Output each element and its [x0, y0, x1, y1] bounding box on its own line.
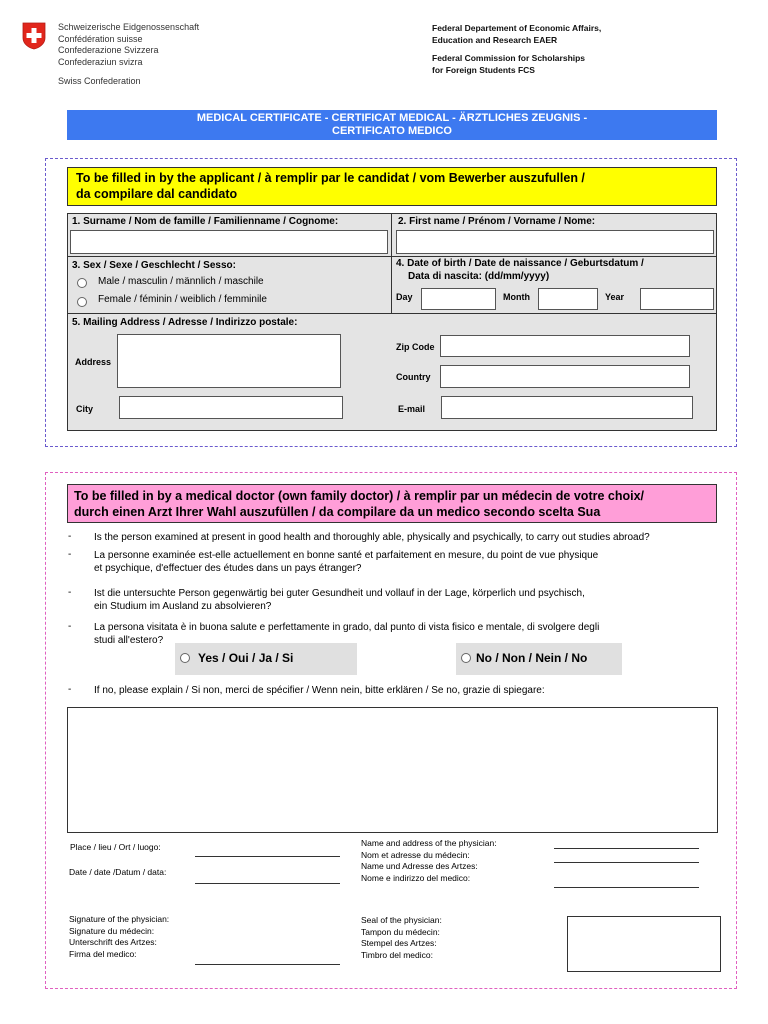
- grid-divider: [67, 256, 717, 257]
- no-radio[interactable]: [461, 653, 471, 663]
- title-line-1: MEDICAL CERTIFICATE - CERTIFICAT MEDICAL - ÄRZTLICHES ZEUGNIS -: [196, 112, 588, 124]
- question-en: Is the person examined at present in good health and thoroughly able, physically and psychically, to carry out studies abroad?: [94, 532, 650, 543]
- physician-name-label-it: Nome e indirizzo del medico:: [361, 872, 471, 883]
- female-label: Female / féminin / weiblich / femminile: [98, 294, 267, 305]
- month-label: Month: [503, 292, 530, 302]
- no-label: No / Non / Nein / No: [476, 651, 588, 665]
- day-label: Day: [396, 292, 413, 302]
- seal-labels: [361, 915, 442, 961]
- city-input[interactable]: [119, 396, 343, 419]
- month-input[interactable]: [538, 288, 598, 310]
- firstname-input[interactable]: [396, 230, 714, 254]
- bullet: -: [68, 587, 72, 598]
- year-label: Year: [605, 292, 625, 302]
- zip-input[interactable]: [440, 335, 690, 357]
- country-input[interactable]: [440, 365, 690, 388]
- day-input[interactable]: [421, 288, 496, 310]
- conf-name-fr: Confédération suisse: [58, 33, 143, 44]
- bullet: -: [68, 531, 72, 542]
- dob-label-line-1: 4. Date of birth / Date de naissance / Geburtsdatum /: [396, 258, 644, 269]
- title-line-2: CERTIFICATO MEDICO: [332, 125, 452, 137]
- seal-label-fr: Tampon du médecin:: [361, 926, 440, 937]
- date-input[interactable]: [195, 883, 340, 884]
- certificate-title-banner: [67, 110, 717, 140]
- male-label: Male / masculin / männlich / maschile: [98, 276, 264, 287]
- doctor-heading-line-2: durch einen Arzt Ihrer Wahl auszufüllen / da compilare da un medico secondo scelta Sua: [74, 505, 601, 519]
- no-option[interactable]: [456, 643, 622, 675]
- address-input[interactable]: [117, 334, 341, 388]
- place-input[interactable]: [195, 856, 340, 857]
- signature-label-fr: Signature du médecin:: [69, 925, 155, 936]
- seal-label-en: Seal of the physician:: [361, 915, 442, 925]
- surname-input[interactable]: [70, 230, 388, 254]
- country-label: Country: [396, 372, 431, 382]
- department-line-2: Education and Research EAER: [432, 35, 558, 45]
- city-label: City: [76, 404, 94, 414]
- sex-label: 3. Sex / Sexe / Geschlecht / Sesso:: [72, 260, 236, 271]
- address-heading: 5. Mailing Address / Adresse / Indirizzo postale:: [72, 317, 298, 328]
- physician-name-label-de: Name und Adresse des Artzes:: [361, 861, 478, 871]
- yes-radio[interactable]: [180, 653, 190, 663]
- question-fr-line-1: La personne examinée est-elle actuellement en bonne santé et parfaitement en mesure, du point de vue physique: [94, 550, 599, 561]
- bullet: -: [68, 549, 72, 560]
- physician-name-label-en: Name and address of the physician:: [361, 838, 497, 848]
- conf-name-de: Schweizerische Eidgenossenschaft: [58, 22, 200, 32]
- physician-address-input-1[interactable]: [554, 862, 699, 863]
- signature-label-en: Signature of the physician:: [69, 914, 170, 924]
- bullet: -: [68, 621, 72, 632]
- bullet: -: [68, 684, 72, 695]
- question-de-line-1: Ist die untersuchte Person gegenwärtig bei guter Gesundheit und vollauf in der Lage, körperlich und psychisch,: [94, 588, 585, 599]
- signature-label-de: Unterschrift des Artzes:: [69, 937, 157, 947]
- explain-label: If no, please explain / Si non, merci de spécifier / Wenn nein, bitte erklären / Se no, grazie di spiegare:: [94, 685, 545, 696]
- signature-input[interactable]: [195, 964, 340, 965]
- date-label: Date / date /Datum / data:: [69, 867, 167, 877]
- seal-label-it: Timbro del medico:: [361, 949, 433, 960]
- question-fr-line-2: et psychique, d'effectuer des études dans un pays étranger?: [94, 563, 362, 574]
- seal-box[interactable]: [567, 916, 721, 972]
- conf-name-it: Confederazione Svizzera: [58, 45, 159, 56]
- applicant-heading-line-2: da compilare dal candidato: [76, 187, 238, 201]
- commission-line-2: for Foreign Students FCS: [432, 65, 535, 75]
- physician-name-label-fr: Nom et adresse du médecin:: [361, 849, 470, 860]
- physician-name-labels: [361, 838, 497, 884]
- commission-line-1: Federal Commission for Scholarships: [432, 53, 586, 63]
- email-label: E-mail: [398, 404, 426, 414]
- department-block: [432, 22, 601, 76]
- doctor-heading-line-1: To be filled in by a medical doctor (own family doctor) / à remplir par un médecin de votre choix/: [74, 489, 645, 503]
- signature-labels: [69, 914, 169, 960]
- swiss-cross-logo: [22, 22, 46, 50]
- year-input[interactable]: [640, 288, 714, 310]
- doctor-heading: [67, 484, 717, 523]
- applicant-heading-line-1: To be filled in by the applicant / à remplir par le candidat / vom Bewerber auszufullen /: [76, 171, 585, 185]
- confederation-names: [58, 22, 199, 88]
- dob-label-line-2: Data di nascita: (dd/mm/yyyy): [408, 271, 550, 282]
- place-label: Place / lieu / Ort / luogo:: [70, 842, 161, 852]
- zip-label: Zip Code: [396, 342, 435, 352]
- grid-divider: [67, 313, 717, 314]
- question-it-line-1: La persona visitata è in buona salute e perfettamente in grado, dal punto di vista fisico e mentale, di svolgere degli: [94, 622, 600, 633]
- grid-divider: [391, 213, 392, 313]
- yes-option[interactable]: [175, 643, 357, 675]
- explanation-textarea[interactable]: [67, 707, 718, 833]
- physician-name-input[interactable]: [554, 848, 699, 849]
- conf-name-rm: Confederaziun svizra: [58, 56, 143, 67]
- surname-label: 1. Surname / Nom de famille / Familienname / Cognome:: [72, 216, 339, 227]
- question-de-line-2: ein Studium im Ausland zu absolvieren?: [94, 601, 272, 612]
- department-line-1: Federal Departement of Economic Affairs,: [432, 23, 602, 33]
- signature-label-it: Firma del medico:: [69, 948, 137, 959]
- seal-label-de: Stempel des Artzes:: [361, 938, 437, 948]
- address-label: Address: [75, 357, 112, 367]
- firstname-label: 2. First name / Prénom / Vorname / Nome:: [398, 216, 596, 227]
- applicant-heading: [67, 167, 717, 206]
- female-radio[interactable]: [77, 297, 87, 307]
- swiss-confederation: Swiss Confederation: [58, 76, 141, 87]
- email-input[interactable]: [441, 396, 693, 419]
- physician-address-input-2[interactable]: [554, 887, 699, 888]
- male-radio[interactable]: [77, 278, 87, 288]
- question-it-line-2: studi all'estero?: [94, 635, 164, 646]
- yes-label: Yes / Oui / Ja / Si: [198, 651, 294, 665]
